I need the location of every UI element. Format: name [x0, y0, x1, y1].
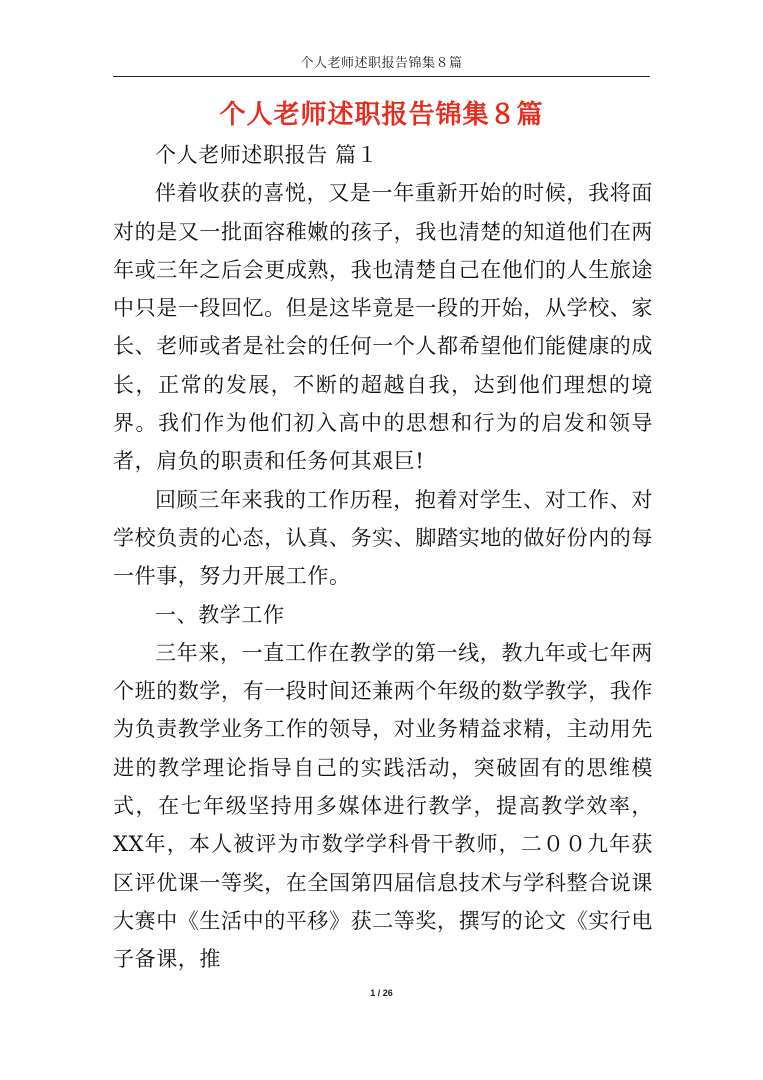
document-body	[113, 136, 653, 979]
paragraph: 三年来，一直工作在教学的第一线，教九年或七年两个班的数学，有一段时间还兼两个年级的数学教学，我作为负责教学业务工作的领导，对业务精益求精，主动用先进的教学理论指导自己的实践活动，突破固有的思维模式，在七年级坚持用多媒体进行教学，提高教学效率，XX年，本人被评为市数学学科骨干教师，二００九年获区评优课一等奖，在全国第四届信息技术与学科整合说课大赛中《生活中的平移》获二等奖，撰写的论文《实行电子备课，推	[113, 640, 653, 972]
subsection-heading: 一、教学工作	[155, 602, 285, 627]
header-divider	[113, 76, 650, 77]
document-title: 个人老师述职报告锦集８篇	[219, 100, 544, 130]
paragraph: 伴着收获的喜悦，又是一年重新开始的时候，我将面对的是又一批面容稚嫩的孩子，我也清楚的知道他们在两年或三年之后会更成熟，我也清楚自己在他们的人生旅途中只是一段回忆。但是这毕竟是一段的开始，从学校、家长、老师或者是社会的任何一个人都希望他们能健康的成长，正常的发展，不断的超越自我，达到他们理想的境界。我们作为他们初入高中的思想和行为的启发和领导者，肩负的职责和任务何其艰巨!	[113, 181, 653, 474]
running-header: 个人老师述职报告锦集８篇	[300, 56, 463, 71]
page-number: 1 / 26	[370, 988, 393, 998]
section-heading: 个人老师述职报告 篇１	[155, 143, 379, 167]
paragraph: 回顾三年来我的工作历程，抱着对学生、对工作、对学校负责的心态，认真、务实、脚踏实地的做好份内的每一件事，努力开展工作。	[113, 487, 653, 589]
